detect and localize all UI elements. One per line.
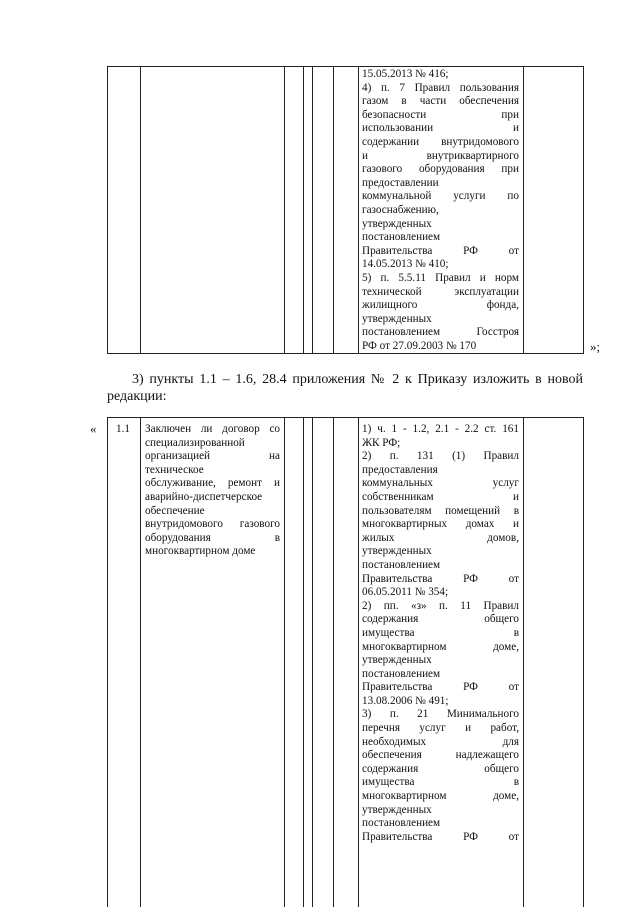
legal-ref-line: Правительства РФ от bbox=[362, 572, 519, 585]
question-line: аварийно-диспетчерское bbox=[145, 490, 263, 503]
legal-ref-line: утвержденных bbox=[362, 654, 432, 667]
question-line: специализированной bbox=[145, 436, 245, 449]
legal-ref-line: многоквартирном доме, bbox=[362, 640, 519, 653]
legal-ref-line: газоснабжению, bbox=[362, 203, 439, 216]
legal-ref-line: содержания общего bbox=[362, 762, 519, 775]
legal-ref-line: перечня услуг и работ, bbox=[362, 722, 519, 735]
legal-ref-line: 15.05.2013 № 416; bbox=[362, 68, 449, 80]
column-divider bbox=[312, 418, 313, 907]
legal-ref-line: 2) пп. «з» п. 11 Правил bbox=[362, 599, 519, 612]
legal-ref-line: 14.05.2013 № 410; bbox=[362, 258, 449, 271]
column-divider bbox=[140, 67, 141, 353]
legal-ref-line: Правительства РФ от bbox=[362, 830, 519, 843]
legal-references-cell bbox=[362, 423, 519, 844]
question-line: обеспечение bbox=[145, 504, 205, 517]
column-divider bbox=[358, 418, 359, 907]
legal-ref-line: собственникам и bbox=[362, 490, 519, 503]
legal-ref-line: 3) п. 21 Минимального bbox=[362, 708, 519, 721]
checklist-table-continued bbox=[107, 66, 584, 354]
amendment-text-line: 3) пункты 1.1 – 1.6, 28.4 приложения № 2 к Приказу изложить в новой bbox=[132, 372, 583, 387]
legal-ref-line: 06.05.2011 № 354; bbox=[362, 586, 449, 599]
legal-ref-line: газового оборудования при bbox=[362, 163, 519, 176]
legal-ref-line: предоставлении bbox=[362, 176, 439, 189]
legal-ref-line: постановлением bbox=[362, 817, 441, 830]
column-divider bbox=[333, 67, 334, 353]
legal-ref-line: имущества в bbox=[362, 776, 519, 789]
requirement-question-cell bbox=[145, 423, 280, 559]
legal-ref-line: 4) п. 7 Правил пользования bbox=[362, 81, 519, 94]
closing-quote: »; bbox=[590, 339, 601, 354]
legal-ref-line: жилищного фонда, bbox=[362, 299, 519, 312]
column-divider bbox=[523, 67, 524, 353]
column-divider bbox=[312, 67, 313, 353]
legal-ref-line: РФ от 27.09.2003 № 170 bbox=[362, 339, 477, 352]
legal-ref-line: коммунальных услуг bbox=[362, 477, 519, 490]
legal-references-cell bbox=[362, 68, 519, 353]
amendment-paragraph bbox=[107, 371, 583, 405]
legal-ref-line: газом в части обеспечения bbox=[362, 95, 519, 108]
legal-ref-line: утвержденных bbox=[362, 312, 432, 325]
checklist-table bbox=[107, 417, 584, 907]
column-divider bbox=[358, 67, 359, 353]
legal-ref-line: 1) ч. 1 - 1.2, 2.1 - 2.2 ст. 161 bbox=[362, 423, 519, 435]
legal-ref-line: ЖК РФ; bbox=[362, 436, 401, 449]
row-number: 1.1 bbox=[116, 423, 130, 435]
question-line: внутридомового газового bbox=[145, 518, 280, 531]
legal-ref-line: жилых домов, bbox=[362, 531, 519, 544]
legal-ref-line: 2) п. 131 (1) Правил bbox=[362, 450, 519, 463]
legal-ref-line: использовании и bbox=[362, 122, 519, 135]
column-divider bbox=[140, 418, 141, 907]
column-divider bbox=[284, 418, 285, 907]
question-line: Заключен ли договор со bbox=[145, 423, 280, 435]
legal-ref-line: технической эксплуатации bbox=[362, 285, 519, 298]
question-line: организацией на bbox=[145, 450, 280, 463]
legal-ref-line: содержания общего bbox=[362, 613, 519, 626]
legal-ref-line: и внутриквартирного bbox=[362, 149, 519, 162]
column-divider bbox=[303, 67, 304, 353]
legal-ref-line: необходимых для bbox=[362, 735, 519, 748]
legal-ref-line: утвержденных bbox=[362, 217, 432, 230]
legal-ref-line: пользователям помещений в bbox=[362, 504, 519, 517]
amendment-text-line: редакции: bbox=[107, 389, 167, 404]
legal-ref-line: Правительства РФ от bbox=[362, 681, 519, 694]
legal-ref-line: безопасности при bbox=[362, 108, 519, 121]
column-divider bbox=[284, 67, 285, 353]
legal-ref-line: 5) п. 5.5.11 Правил и норм bbox=[362, 271, 519, 284]
legal-ref-line: коммунальной услуги по bbox=[362, 190, 519, 203]
legal-ref-line: постановлением Госстроя bbox=[362, 326, 519, 339]
legal-ref-line: утвержденных bbox=[362, 803, 432, 816]
legal-ref-line: 13.08.2006 № 491; bbox=[362, 694, 449, 707]
legal-ref-line: многоквартирных домах и bbox=[362, 518, 519, 531]
question-line: обслуживание, ремонт и bbox=[145, 477, 280, 490]
column-divider bbox=[333, 418, 334, 907]
legal-ref-line: Правительства РФ от bbox=[362, 244, 519, 257]
legal-ref-line: имущества в bbox=[362, 626, 519, 639]
legal-ref-line: обеспечения надлежащего bbox=[362, 749, 519, 762]
question-line: оборудования в bbox=[145, 531, 280, 544]
column-divider bbox=[303, 418, 304, 907]
legal-ref-line: утвержденных bbox=[362, 545, 432, 558]
column-divider bbox=[523, 418, 524, 907]
legal-ref-line: постановлением bbox=[362, 231, 441, 244]
legal-ref-line: многоквартирном доме, bbox=[362, 790, 519, 803]
legal-ref-line: содержании внутридомового bbox=[362, 135, 519, 148]
question-line: многоквартирном доме bbox=[145, 545, 256, 558]
question-line: техническое bbox=[145, 463, 204, 476]
legal-ref-line: постановлением bbox=[362, 667, 441, 680]
opening-quote: « bbox=[90, 421, 97, 436]
legal-ref-line: предоставления bbox=[362, 463, 438, 476]
legal-ref-line: постановлением bbox=[362, 558, 441, 571]
